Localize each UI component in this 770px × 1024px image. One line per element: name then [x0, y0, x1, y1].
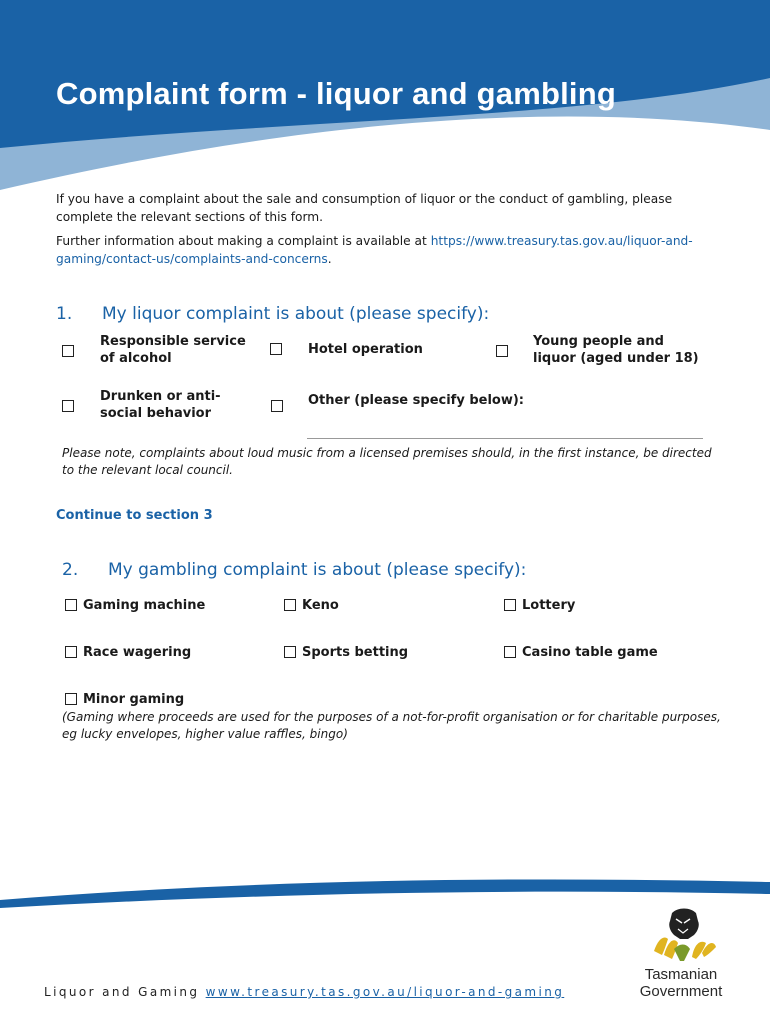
section2-title: My gambling complaint is about (please specify): [108, 560, 527, 580]
footer-label: Liquor and Gaming [44, 985, 206, 999]
option-casino-table-game: Casino table game [522, 645, 658, 660]
option-sports-betting: Sports betting [302, 645, 409, 660]
section2-number: 2. [62, 560, 79, 580]
info-text: Further information about making a complaint is available at [56, 234, 431, 248]
checkbox-hotel-operation[interactable] [270, 343, 282, 355]
continue-section3-link[interactable]: Continue to section 3 [56, 508, 213, 523]
option-race-wagering: Race wagering [83, 645, 192, 660]
option-other: Other (please specify below): [308, 393, 524, 408]
option-minor-gaming: Minor gaming [83, 692, 185, 707]
checkbox-sports-betting[interactable] [284, 646, 296, 658]
checkbox-casino-table-game[interactable] [504, 646, 516, 658]
minor-gaming-note: (Gaming where proceeds are used for the purposes of a not-for-profit organisation or for charitable purposes, eg lucky envelopes, higher value raffles, bingo) [62, 710, 721, 741]
footer-link[interactable]: www.treasury.tas.gov.au/liquor-and-gaming [205, 985, 565, 999]
intro-text: If you have a complaint about the sale and consumption of liquor or the conduct of gambling, please complete the relevant sections of this form. [56, 192, 673, 224]
option-gaming-machine: Gaming machine [83, 598, 206, 613]
checkbox-keno[interactable] [284, 599, 296, 611]
checkbox-race-wagering[interactable] [65, 646, 77, 658]
option-drunken-behavior: Drunken or anti-social behavior [100, 389, 221, 421]
logo-line2: Government [639, 983, 723, 1000]
option-young-people: Young people and liquor (aged under 18) [533, 334, 699, 366]
info-suffix: . [327, 251, 332, 266]
checkbox-responsible-service[interactable] [62, 345, 74, 357]
loud-music-note: Please note, complaints about loud music from a licensed premises should, in the first instance, be directed to the relevant local council. [62, 446, 712, 477]
other-specify-line[interactable] [307, 438, 703, 439]
checkbox-other[interactable] [271, 400, 283, 412]
checkbox-lottery[interactable] [504, 599, 516, 611]
logo-wordmark [632, 966, 730, 1000]
option-hotel-operation: Hotel operation [308, 342, 423, 357]
checkbox-young-people[interactable] [496, 345, 508, 357]
section1-title: My liquor complaint is about (please specify): [102, 304, 490, 324]
option-lottery: Lottery [522, 598, 576, 613]
option-keno: Keno [302, 598, 339, 613]
option-responsible-service: Responsible service of alcohol [100, 334, 246, 366]
complaints-link[interactable]: https://www.treasury.tas.gov.au/liquor-and-gaming/contact-us/complaints-and-concerns [56, 234, 693, 266]
info-paragraph [56, 233, 716, 268]
footer-text [44, 985, 564, 999]
checkbox-gaming-machine[interactable] [65, 599, 77, 611]
checkbox-drunken-behavior[interactable] [62, 400, 74, 412]
checkbox-minor-gaming[interactable] [65, 693, 77, 705]
section1-number: 1. [56, 304, 73, 324]
intro-paragraph [56, 191, 716, 226]
logo-line1: Tasmanian [644, 966, 718, 983]
page-title: Complaint form - liquor and gambling [56, 76, 617, 111]
